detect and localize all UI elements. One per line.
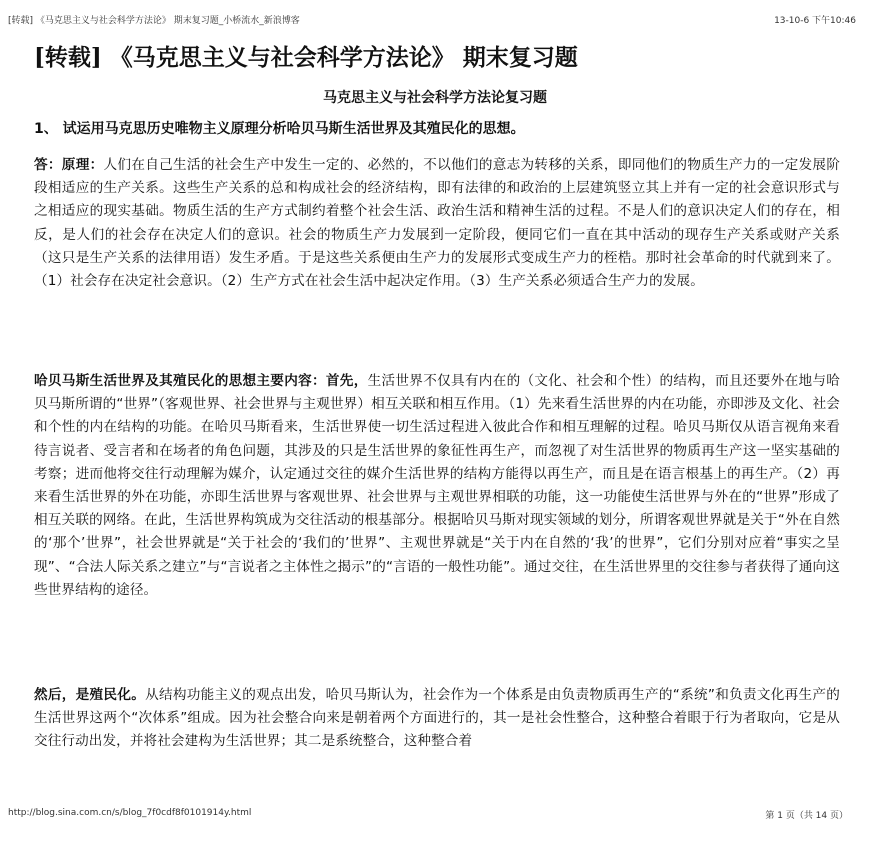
paragraph-body: 人们在自己生活的社会生产中发生一定的、必然的，不以他们的意志为转移的关系，即同他们的物质生产力的一定发展阶段相适应的生产关系。这些生产关系的总和构成社会的经济结构，即有法律的和政治的上层建筑竖立其上并有一定的社会意识形式与之相适应的现实基础。物质生活的生产方式制约着整个社会生活、政治生活和精神生活的过程。不是人们的意识决定人们的存在，相反，是人们的社会存在决定人们的意识。社会的物质生产力发展到一定阶段，便同它们一直在其中活动的现存生产关系或财产关系（这只是生产关系的法律用语）发生矛盾。于是这些关系便由生产力的发展形式变成生产力的桎梏。那时社会革命的时代就到来了。（1）社会存在决定社会意识。（2）生产方式在社会生活中起决定作用。（3）生产关系必须适合生产力的发展。	[34, 157, 841, 290]
article-title: [转载] 《马克思主义与社会科学方法论》 期末复习题	[34, 44, 578, 71]
question-1: 1、 试运用马克思历史唯物主义原理分析哈贝马斯生活世界及其殖民化的思想。	[34, 121, 525, 137]
answer-paragraph-principle	[34, 154, 840, 293]
paragraph-lead: 答：原理：	[34, 157, 104, 173]
print-footer	[8, 808, 848, 821]
header-timestamp: 13-10-6 下午10:46	[774, 16, 856, 26]
article-subtitle: 马克思主义与社会科学方法论复习题	[323, 90, 547, 106]
paragraph-lead: 然后，是殖民化。	[34, 687, 146, 703]
answer-paragraph-lifeworld	[34, 370, 840, 602]
print-header	[8, 13, 856, 26]
header-page-title: [转载] 《马克思主义与社会科学方法论》 期末复习题_小桥流水_新浪博客	[8, 16, 300, 26]
footer-url: http://blog.sina.com.cn/s/blog_7f0cdf8f0101914y.html	[8, 808, 252, 818]
footer-page-number: 第 1 页（共 14 页）	[765, 811, 848, 821]
paragraph-lead: 哈贝马斯生活世界及其殖民化的思想主要内容：首先，	[34, 373, 368, 389]
answer-paragraph-colonization	[34, 684, 840, 754]
paragraph-body: 生活世界不仅具有内在的（文化、社会和个性）的结构，而且还要外在地与哈贝马斯所谓的“世界”（客观世界、社会世界与主观世界）相互关联和相互作用。（1）先来看生活世界的内在功能，亦即涉及文化、社会和个性的内在结构的功能。在哈贝马斯看来，生活世界使一切生活过程进入彼此合作和相互理解的过程。哈贝马斯仅从语言视角来看待言说者、受言者和在场者的角色问题，其涉及的只是生活世界的象征性再生产，而忽视了对生活世界的物质再生产这一坚实基础的考察；进而他将交往行动理解为媒介，认定通过交往的媒介生活世界的结构方能得以再生产，而且是在语言根基上的再生产。（2）再来看生活世界的外在功能，亦即生活世界与客观世界、社会世界与主观世界相联的功能，这一功能使生活世界与外在的“世界”形成了相互关联的网络。在此，生活世界构筑成为交往活动的根基部分。根据哈贝马斯对现实领域的划分，所谓客观世界就是关于“外在自然的‘那个’世界”，社会世界就是“关于社会的‘我们的’世界”、主观世界就是“关于内在自然的‘我’的世界”，它们分别对应着“事实之呈现”、“合法人际关系之建立”与“言说者之主体性之揭示”的“言语的一般性功能”。通过交往，在生活世界里的交往参与者获得了通向这些世界结构的途径。	[34, 373, 840, 598]
paragraph-body: 从结构功能主义的观点出发，哈贝马斯认为，社会作为一个体系是由负责物质再生产的“系统”和负责文化再生产的生活世界这两个“次体系”组成。因为社会整合向来是朝着两个方面进行的，其一是社会性整合，这种整合着眼于行为者取向，它是从交往行动出发，并将社会建构为生活世界；其二是系统整合，这种整合着	[34, 687, 840, 750]
